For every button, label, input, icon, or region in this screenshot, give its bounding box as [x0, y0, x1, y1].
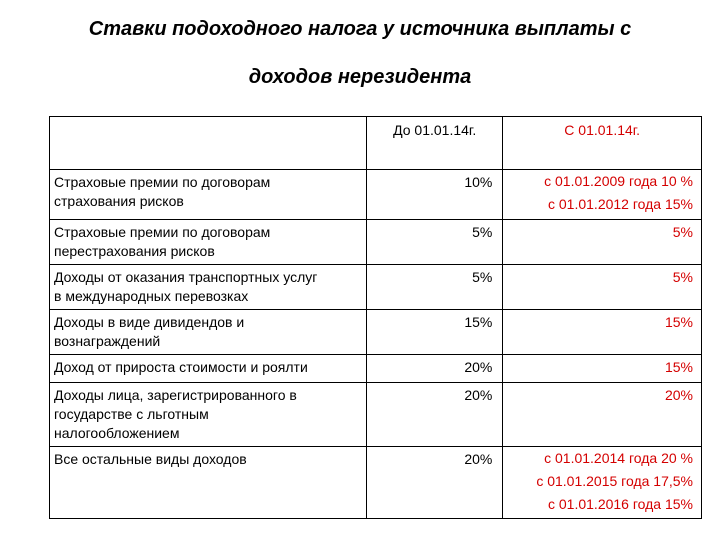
rate-line: с 01.01.2014 года 20 % [544, 450, 693, 466]
row-rate-before: 10% [366, 170, 502, 220]
rate-line: с 01.01.2016 года 15% [548, 496, 693, 512]
table-row [50, 220, 702, 265]
category-line: вознаграждений [54, 333, 161, 349]
category-line: Страховые премии по договорам [54, 224, 271, 240]
header-category [50, 117, 367, 170]
category-line: государстве с льготным [54, 406, 209, 422]
row-rate-after [503, 170, 702, 220]
tax-rates-table [49, 116, 702, 519]
row-rate-after: 20% [503, 383, 702, 447]
table-row [50, 265, 702, 310]
rate-line: с 01.01.2015 года 17,5% [536, 473, 693, 489]
row-rate-after: 15% [503, 310, 702, 355]
row-rate-before: 20% [366, 447, 502, 519]
table-row [50, 170, 702, 220]
category-line: перестрахования рисков [54, 243, 215, 259]
row-category [50, 265, 367, 310]
table-row [50, 447, 702, 519]
table-row [50, 355, 702, 383]
table-header-row [50, 117, 702, 170]
row-rate-after: 5% [503, 265, 702, 310]
header-after-2014: С 01.01.14г. [503, 117, 702, 170]
row-category [50, 383, 367, 447]
row-rate-after: 5% [503, 220, 702, 265]
row-category [50, 355, 367, 383]
row-rate-before: 20% [366, 355, 502, 383]
rate-line: с 01.01.2012 года 15% [548, 196, 693, 212]
page-subtitle: доходов нерезидента [248, 66, 472, 88]
category-line: Доходы в виде дивидендов и [54, 314, 245, 330]
row-rate-after: 15% [503, 355, 702, 383]
page-title: Ставки подоходного налога у источника выплаты с [88, 18, 632, 40]
table-row [50, 310, 702, 355]
category-line: Доходы лица, зарегистрированного в [54, 387, 297, 403]
row-rate-before: 5% [366, 220, 502, 265]
category-line: в международных перевозках [54, 288, 249, 304]
row-rate-after [503, 447, 702, 519]
row-rate-before: 5% [366, 265, 502, 310]
row-rate-before: 20% [366, 383, 502, 447]
row-category [50, 220, 367, 265]
table-row [50, 383, 702, 447]
category-line: Доходы от оказания транспортных услуг [54, 269, 318, 285]
category-line: Все остальные виды доходов [54, 451, 247, 467]
row-category [50, 310, 367, 355]
rate-line: с 01.01.2009 года 10 % [544, 173, 693, 189]
category-line: налогообложением [54, 425, 180, 441]
row-category [50, 447, 367, 519]
category-line: Страховые премии по договорам [54, 174, 271, 190]
header-before-2014: До 01.01.14г. [366, 117, 502, 170]
row-category [50, 170, 367, 220]
row-rate-before: 15% [366, 310, 502, 355]
category-line: Доход от прироста стоимости и роялти [54, 359, 308, 375]
category-line: страхования рисков [54, 193, 184, 209]
